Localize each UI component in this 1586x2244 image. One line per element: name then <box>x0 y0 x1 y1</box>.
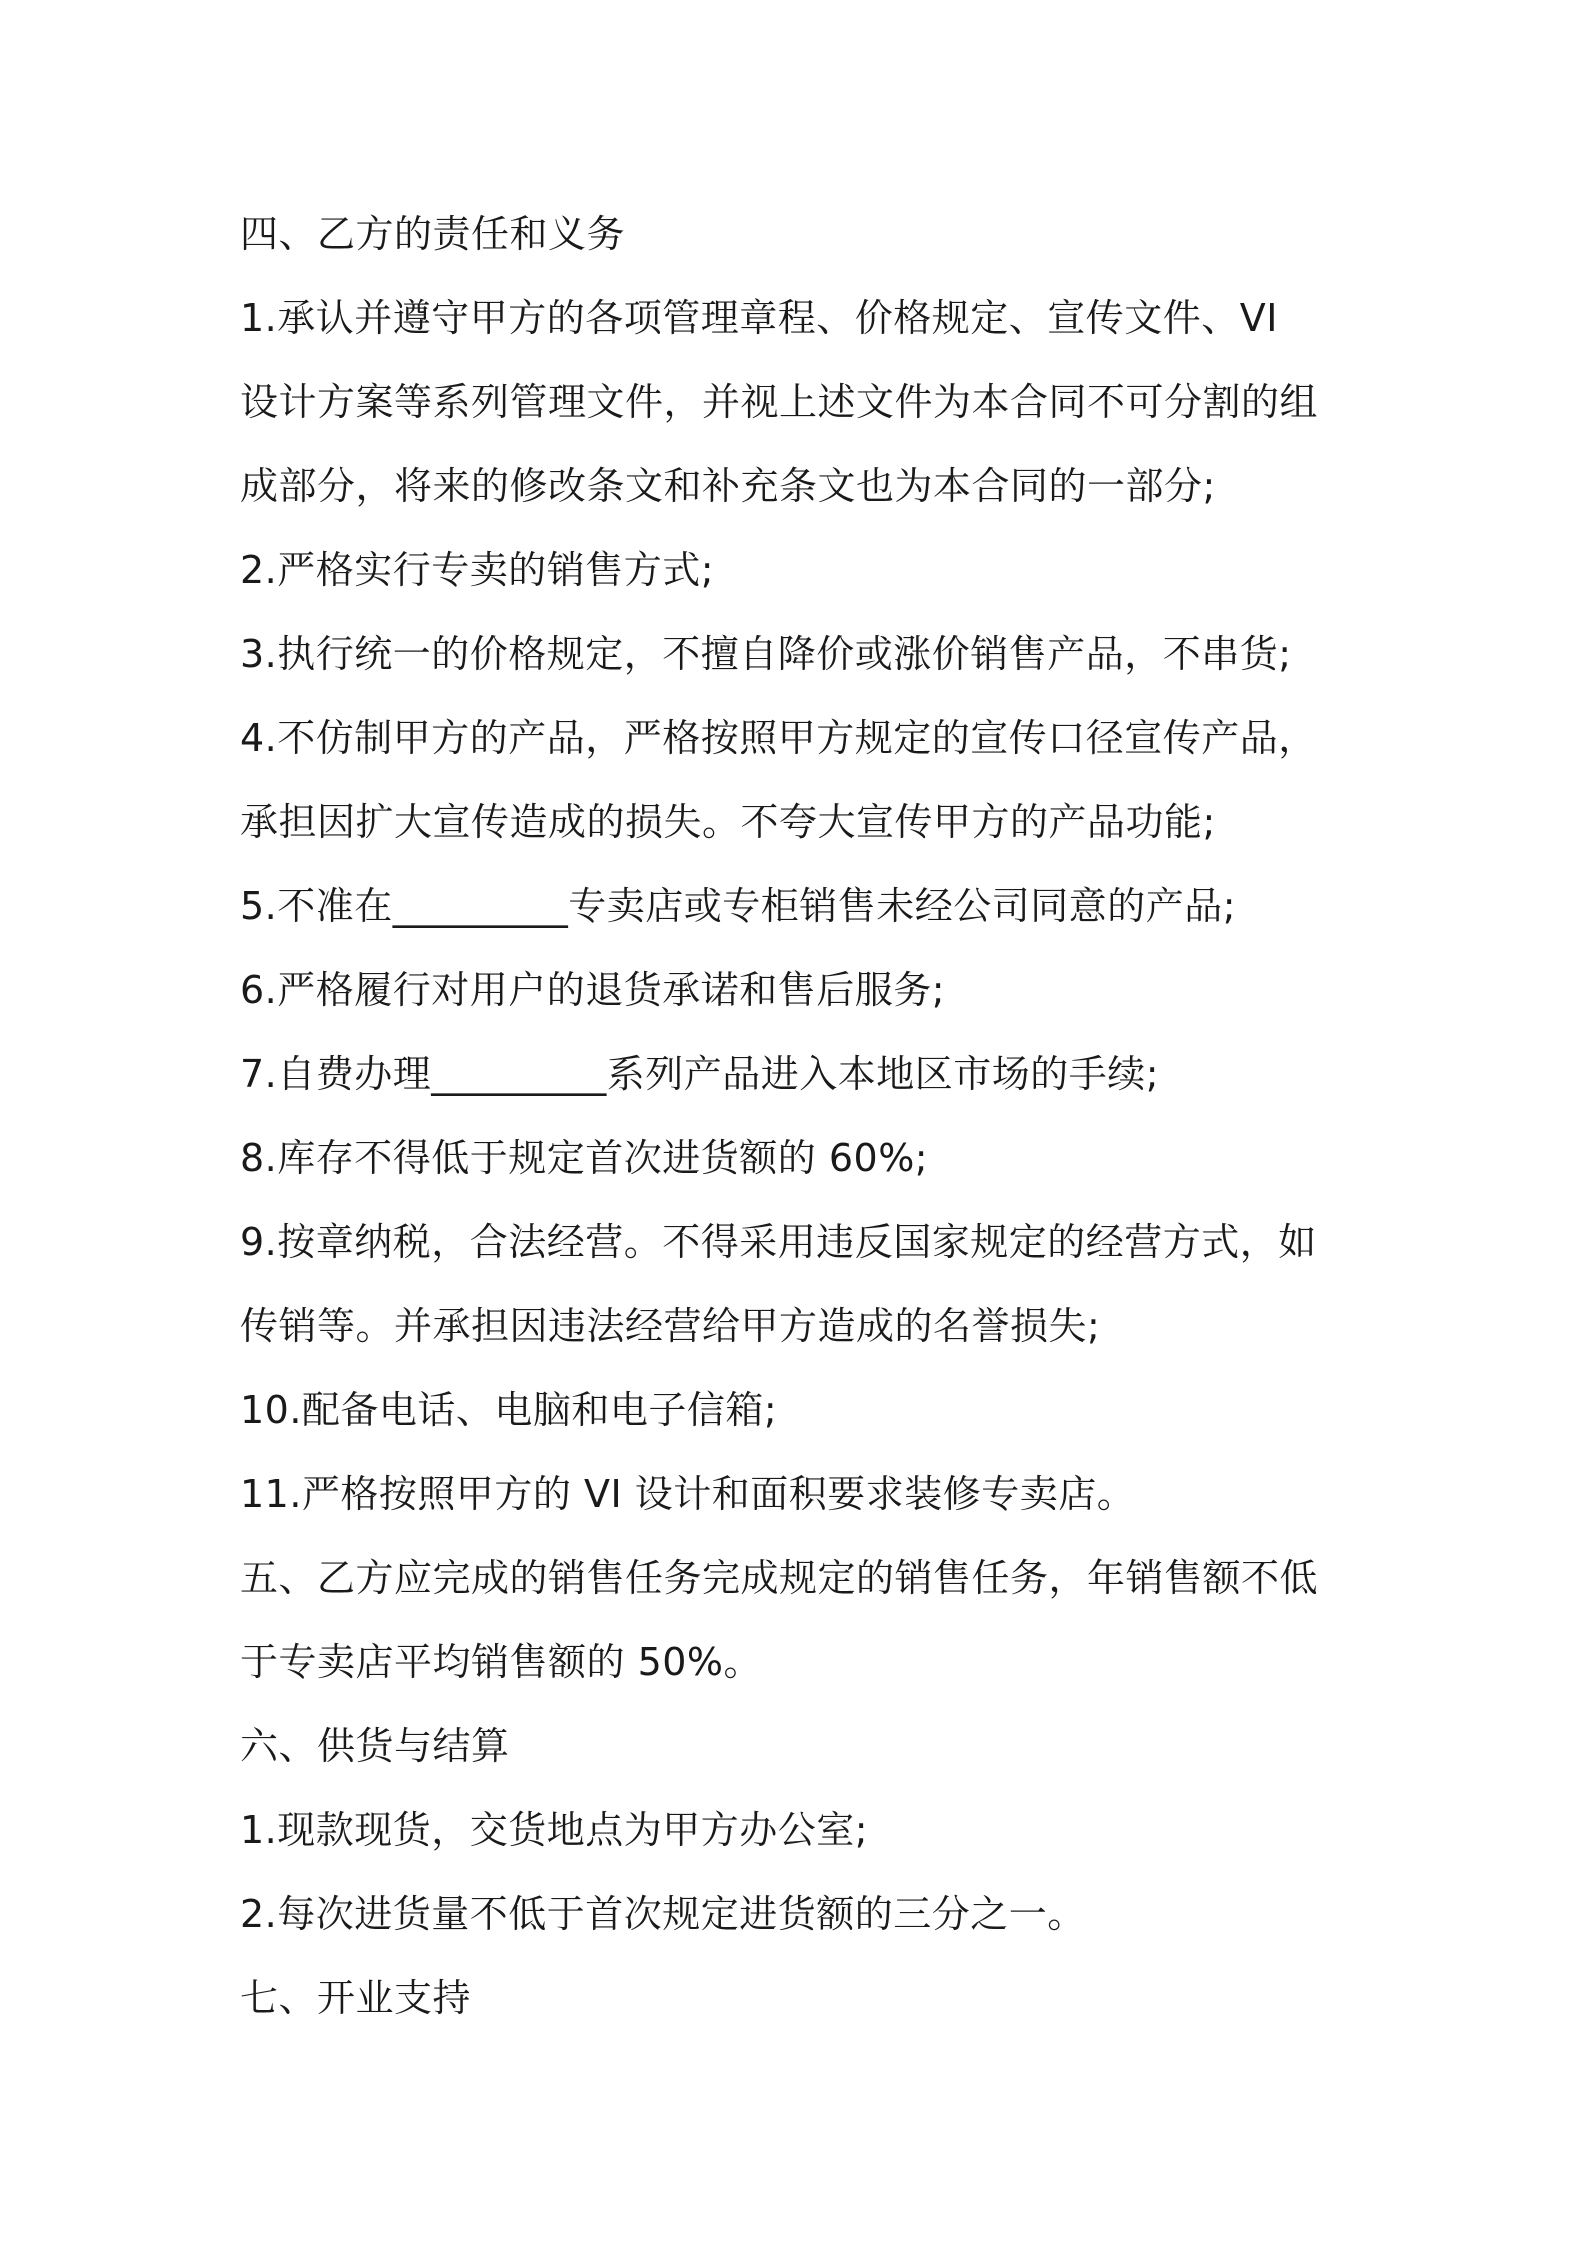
clause-4-2: 2.严格实行专卖的销售方式; <box>240 548 715 592</box>
section-heading-6: 六、供货与结算 <box>240 1724 510 1768</box>
clause-4-5: 5.不准在_________专卖店或专柜销售未经公司同意的产品; <box>240 884 1237 928</box>
clause-4-8: 8.库存不得低于规定首次进货额的 60%; <box>240 1136 929 1180</box>
clause-4-1-line-2: 设计方案等系列管理文件，并视上述文件为本合同不可分割的组 <box>240 380 1319 424</box>
clause-4-11: 11.严格按照甲方的 VI 设计和面积要求装修专卖店。 <box>240 1472 1136 1516</box>
clause-4-10: 10.配备电话、电脑和电子信箱; <box>240 1388 778 1432</box>
clause-6-1: 1.现款现货，交货地点为甲方办公室; <box>240 1808 869 1852</box>
clause-4-9-line-2: 传销等。并承担因违法经营给甲方造成的名誉损失; <box>240 1304 1101 1348</box>
clause-4-7: 7.自费办理_________系列产品进入本地区市场的手续; <box>240 1052 1160 1096</box>
section-heading-7: 七、开业支持 <box>240 1976 472 2020</box>
clause-4-3: 3.执行统一的价格规定，不擅自降价或涨价销售产品，不串货; <box>240 632 1292 676</box>
clause-4-6: 6.严格履行对用户的退货承诺和售后服务; <box>240 968 946 1012</box>
clause-6-2: 2.每次进货量不低于首次规定进货额的三分之一。 <box>240 1892 1086 1936</box>
clause-4-4-line-2: 承担因扩大宣传造成的损失。不夸大宣传甲方的产品功能; <box>240 800 1216 844</box>
section-heading-5-line-2: 于专卖店平均销售额的 50%。 <box>240 1640 763 1684</box>
clause-4-1-line-3: 成部分，将来的修改条文和补充条文也为本合同的一部分; <box>240 464 1216 508</box>
section-heading-5-line-1: 五、乙方应完成的销售任务完成规定的销售任务，年销售额不低 <box>240 1556 1319 1600</box>
clause-4-9-line-1: 9.按章纳税，合法经营。不得采用违反国家规定的经营方式，如 <box>240 1220 1317 1264</box>
clause-4-4-line-1: 4.不仿制甲方的产品，严格按照甲方规定的宣传口径宣传产品， <box>240 716 1317 760</box>
clause-4-1-line-1: 1.承认并遵守甲方的各项管理章程、价格规定、宣传文件、VI <box>240 296 1278 340</box>
section-heading-4: 四、乙方的责任和义务 <box>240 212 626 256</box>
document-body <box>240 192 1360 2040</box>
